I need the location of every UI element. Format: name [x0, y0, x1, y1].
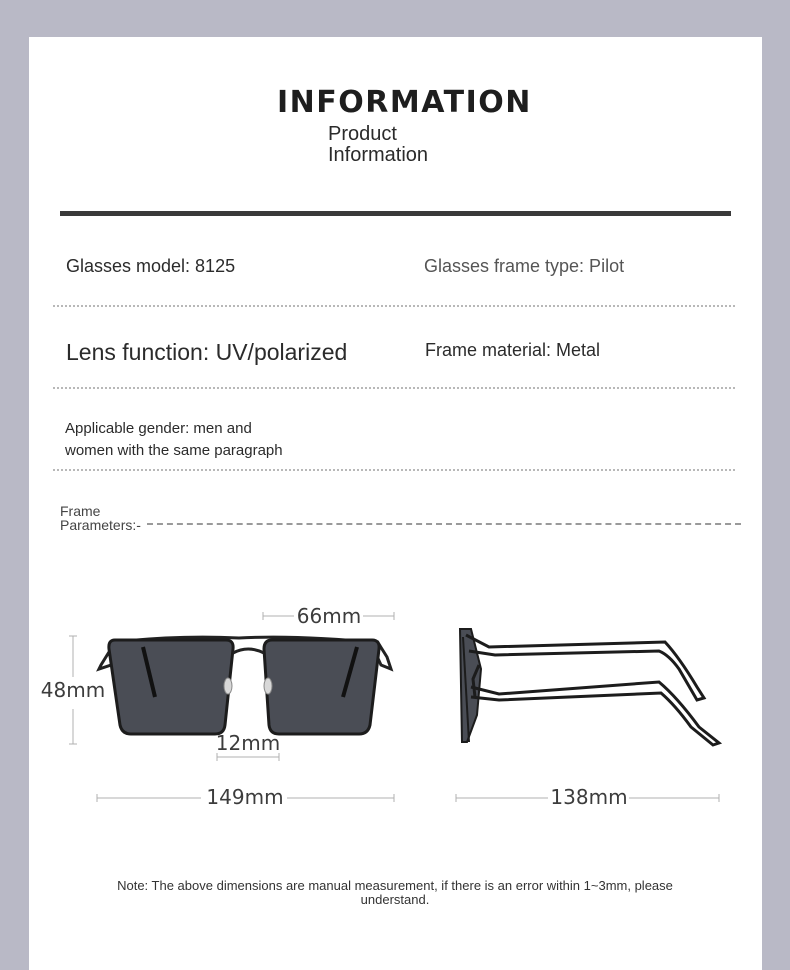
total-width-label: 149mm	[206, 785, 284, 809]
subtitle-line-1: Product	[328, 123, 397, 145]
lens-width-label: 66mm	[296, 604, 362, 628]
spec-glasses-model: Glasses model: 8125	[66, 256, 236, 276]
gender-line-2: women with the same paragraph	[65, 442, 283, 459]
frame-label-line-1: Frame	[60, 503, 101, 519]
bridge-width-label: 12mm	[215, 731, 281, 755]
lens-height-label: 48mm	[40, 678, 106, 702]
frame-label-line-2: Parameters:-	[60, 517, 141, 533]
frame-dimensions-diagram	[29, 37, 762, 970]
gender-line-1: Applicable gender: men and	[65, 420, 252, 437]
page-title: INFORMATION	[277, 85, 532, 120]
measurement-note: Note: The above dimensions are manual measurement, if there is an error within 1~3mm, please understand.	[117, 878, 673, 907]
temple-length-label: 138mm	[550, 785, 628, 809]
spec-lens-function: Lens function: UV/polarized	[66, 339, 348, 365]
subtitle-line-2: Information	[328, 144, 429, 166]
product-info-card	[29, 37, 762, 970]
spec-frame-type: Glasses frame type: Pilot	[424, 256, 625, 276]
glasses-front-view	[99, 637, 391, 734]
spec-frame-material: Frame material: Metal	[425, 340, 601, 360]
glasses-side-view	[460, 629, 719, 745]
